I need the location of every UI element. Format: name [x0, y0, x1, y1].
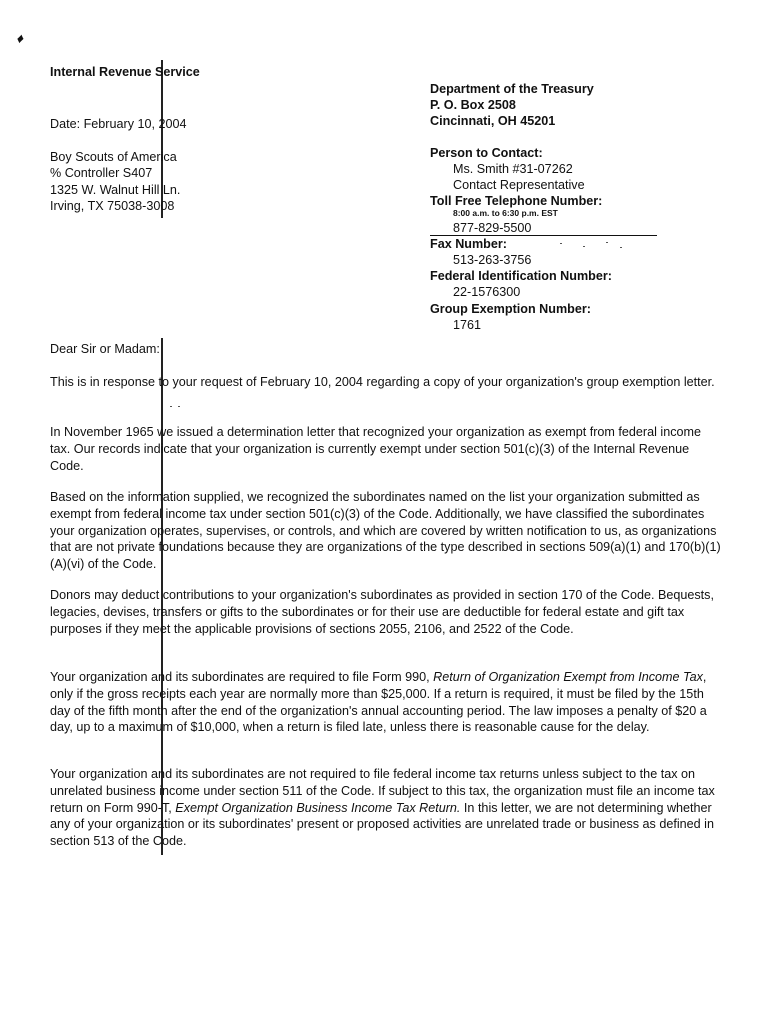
group-exemption-number: 1761 [453, 317, 482, 332]
fein-label: Federal Identification Number: [430, 269, 612, 284]
paragraph-request: This is in response to your request of February 10, 2004 regarding a copy of your organization's group exemption letter. [50, 375, 715, 389]
phone-hours: 8:00 a.m. to 6:30 p.m. EST [453, 208, 558, 219]
recipient-address [50, 149, 390, 214]
p6-form-title: Exempt Organization Business Income Tax Return. [175, 800, 461, 815]
scan-speck [170, 406, 172, 407]
agency-name: Internal Revenue Service [50, 65, 200, 79]
phone-number: 877-829-5500 [430, 220, 657, 236]
group-exemption-label: Group Exemption Number: [430, 301, 591, 316]
contact-label: Person to Contact: [430, 145, 543, 160]
fax-number: 513-263-3756 [453, 253, 532, 267]
contact-title: Contact Representative [453, 177, 585, 192]
p6-text-a: Your organization and its subordinates are not required to file federal income tax returns unless subject to the tax on unrelated business income under section 511 of the Code. If subject to this tax, the organization must file an income tax return on Form 990-T, [50, 767, 715, 815]
fein-number: 22-1576300 [453, 285, 521, 300]
recipient-line: 1325 W. Walnut Hill Ln. [50, 182, 181, 197]
p6-text-b: In this letter, we are not determining whether any of your organization or its subordinates' present or proposed activities are unrelated trade or business as defined in section 513 of the Code. [50, 800, 714, 849]
recipient-line: Irving, TX 75038-3008 [50, 198, 175, 213]
paragraph-form-990 [50, 669, 722, 736]
letter-date: Date: February 10, 2004 [50, 117, 187, 131]
department-city: Cincinnati, OH 45201 [430, 114, 556, 129]
department-po-box: P. O. Box 2508 [430, 98, 516, 113]
department-name: Department of the Treasury [430, 82, 594, 96]
paragraph-subordinates: Based on the information supplied, we recognized the subordinates named on the list your organization submitted as exempt from federal income tax under section 501(c)(3) of the Code. Additionally, we have classified the subordinates your organization operates, supervises, or controls, and which are covered by written notification to us, as organizations that are not private foundations because they are organizations of the type described in sections 509(a)(1) and 170(b)(1)(A)(vi) of the Code. [50, 490, 721, 572]
paragraph-contributions: Donors may deduct contributions to your organization's subordinates as provided in section 170 of the Code. Bequests, legacies, devises, transfers or gifts to the subordinates or for their use are deductible for federal estate and gift tax purposes if they meet the applicable provisions of sections 2055, 2106, and 2522 of the Code. [50, 588, 714, 636]
paragraph-determination: In November 1965 we issued a determination letter that recognized your organization as exempt from federal income tax. Our records indicate that your organization is currently exempt under section 501(c)(3) of the Internal Revenue Code. [50, 425, 702, 473]
paragraph-unrelated-income [50, 766, 722, 850]
recipient-line: Boy Scouts of America [50, 150, 177, 164]
phone-label: Toll Free Telephone Number: [430, 194, 603, 209]
contact-block [430, 81, 730, 333]
p5-text-a: Your organization and its subordinates are required to file Form 990, [50, 670, 434, 684]
margin-mark: ♦ [14, 30, 27, 46]
scan-speck [178, 406, 180, 407]
recipient-line: % Controller S407 [50, 166, 153, 181]
p5-form-title: Return of Organization Exempt from Income Tax [433, 670, 703, 684]
p5-text-b: , only if the gross receipts each year are normally more than $25,000. If a return is required, it must be filed by the 15th day of the fifth month after the end of the organization's annual accounting period. The law imposes a penalty of $20 a day, up to a maximum of $10,000, when a return is filed late, unless there is reasonable cause for the delay. [50, 670, 707, 735]
salutation: Dear Sir or Madam: [50, 342, 160, 356]
contact-name: Ms. Smith #31-07262 [453, 161, 573, 176]
fax-label: Fax Number: [430, 236, 507, 251]
